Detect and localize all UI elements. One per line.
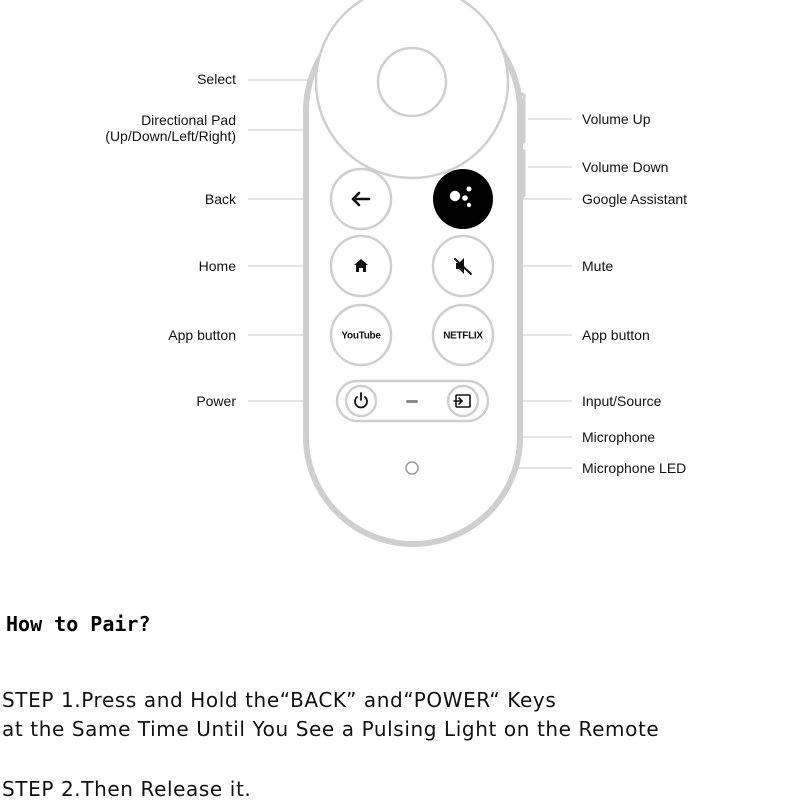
pairing-heading: How to Pair? <box>6 612 151 636</box>
youtube-button-label: YouTube <box>341 330 381 342</box>
netflix-button-label: NETFLIX <box>443 330 483 342</box>
label-select: Select <box>197 71 236 87</box>
label-microphone: Microphone <box>582 429 656 445</box>
label-volume-down: Volume Down <box>582 159 669 175</box>
step1-line2: at the Same Time Until You See a Pulsing Light on the Remote <box>2 717 660 741</box>
label-input-source: Input/Source <box>582 393 662 409</box>
microphone <box>406 400 418 403</box>
label-google-assistant: Google Assistant <box>582 191 688 207</box>
label-back: Back <box>204 191 236 207</box>
select-button[interactable] <box>378 48 446 116</box>
label-app-button-right: App button <box>582 327 650 343</box>
label-volume-up: Volume Up <box>582 111 651 127</box>
step1-line1: STEP 1.Press and Hold the“BACK” and“POWER“ Keys <box>2 688 557 712</box>
input-source-button[interactable] <box>448 386 478 416</box>
step2-text: STEP 2.Then Release it. <box>2 777 252 801</box>
power-button[interactable] <box>346 386 376 416</box>
label-home: Home <box>198 258 236 274</box>
label-dpad-line2: (Up/Down/Left/Right) <box>105 128 236 144</box>
label-power: Power <box>196 393 236 409</box>
microphone-led <box>406 462 418 474</box>
label-microphone-led: Microphone LED <box>582 460 687 476</box>
label-dpad-line1: Directional Pad <box>141 112 236 128</box>
label-mute: Mute <box>582 258 614 274</box>
label-app-button-left: App button <box>168 327 236 343</box>
